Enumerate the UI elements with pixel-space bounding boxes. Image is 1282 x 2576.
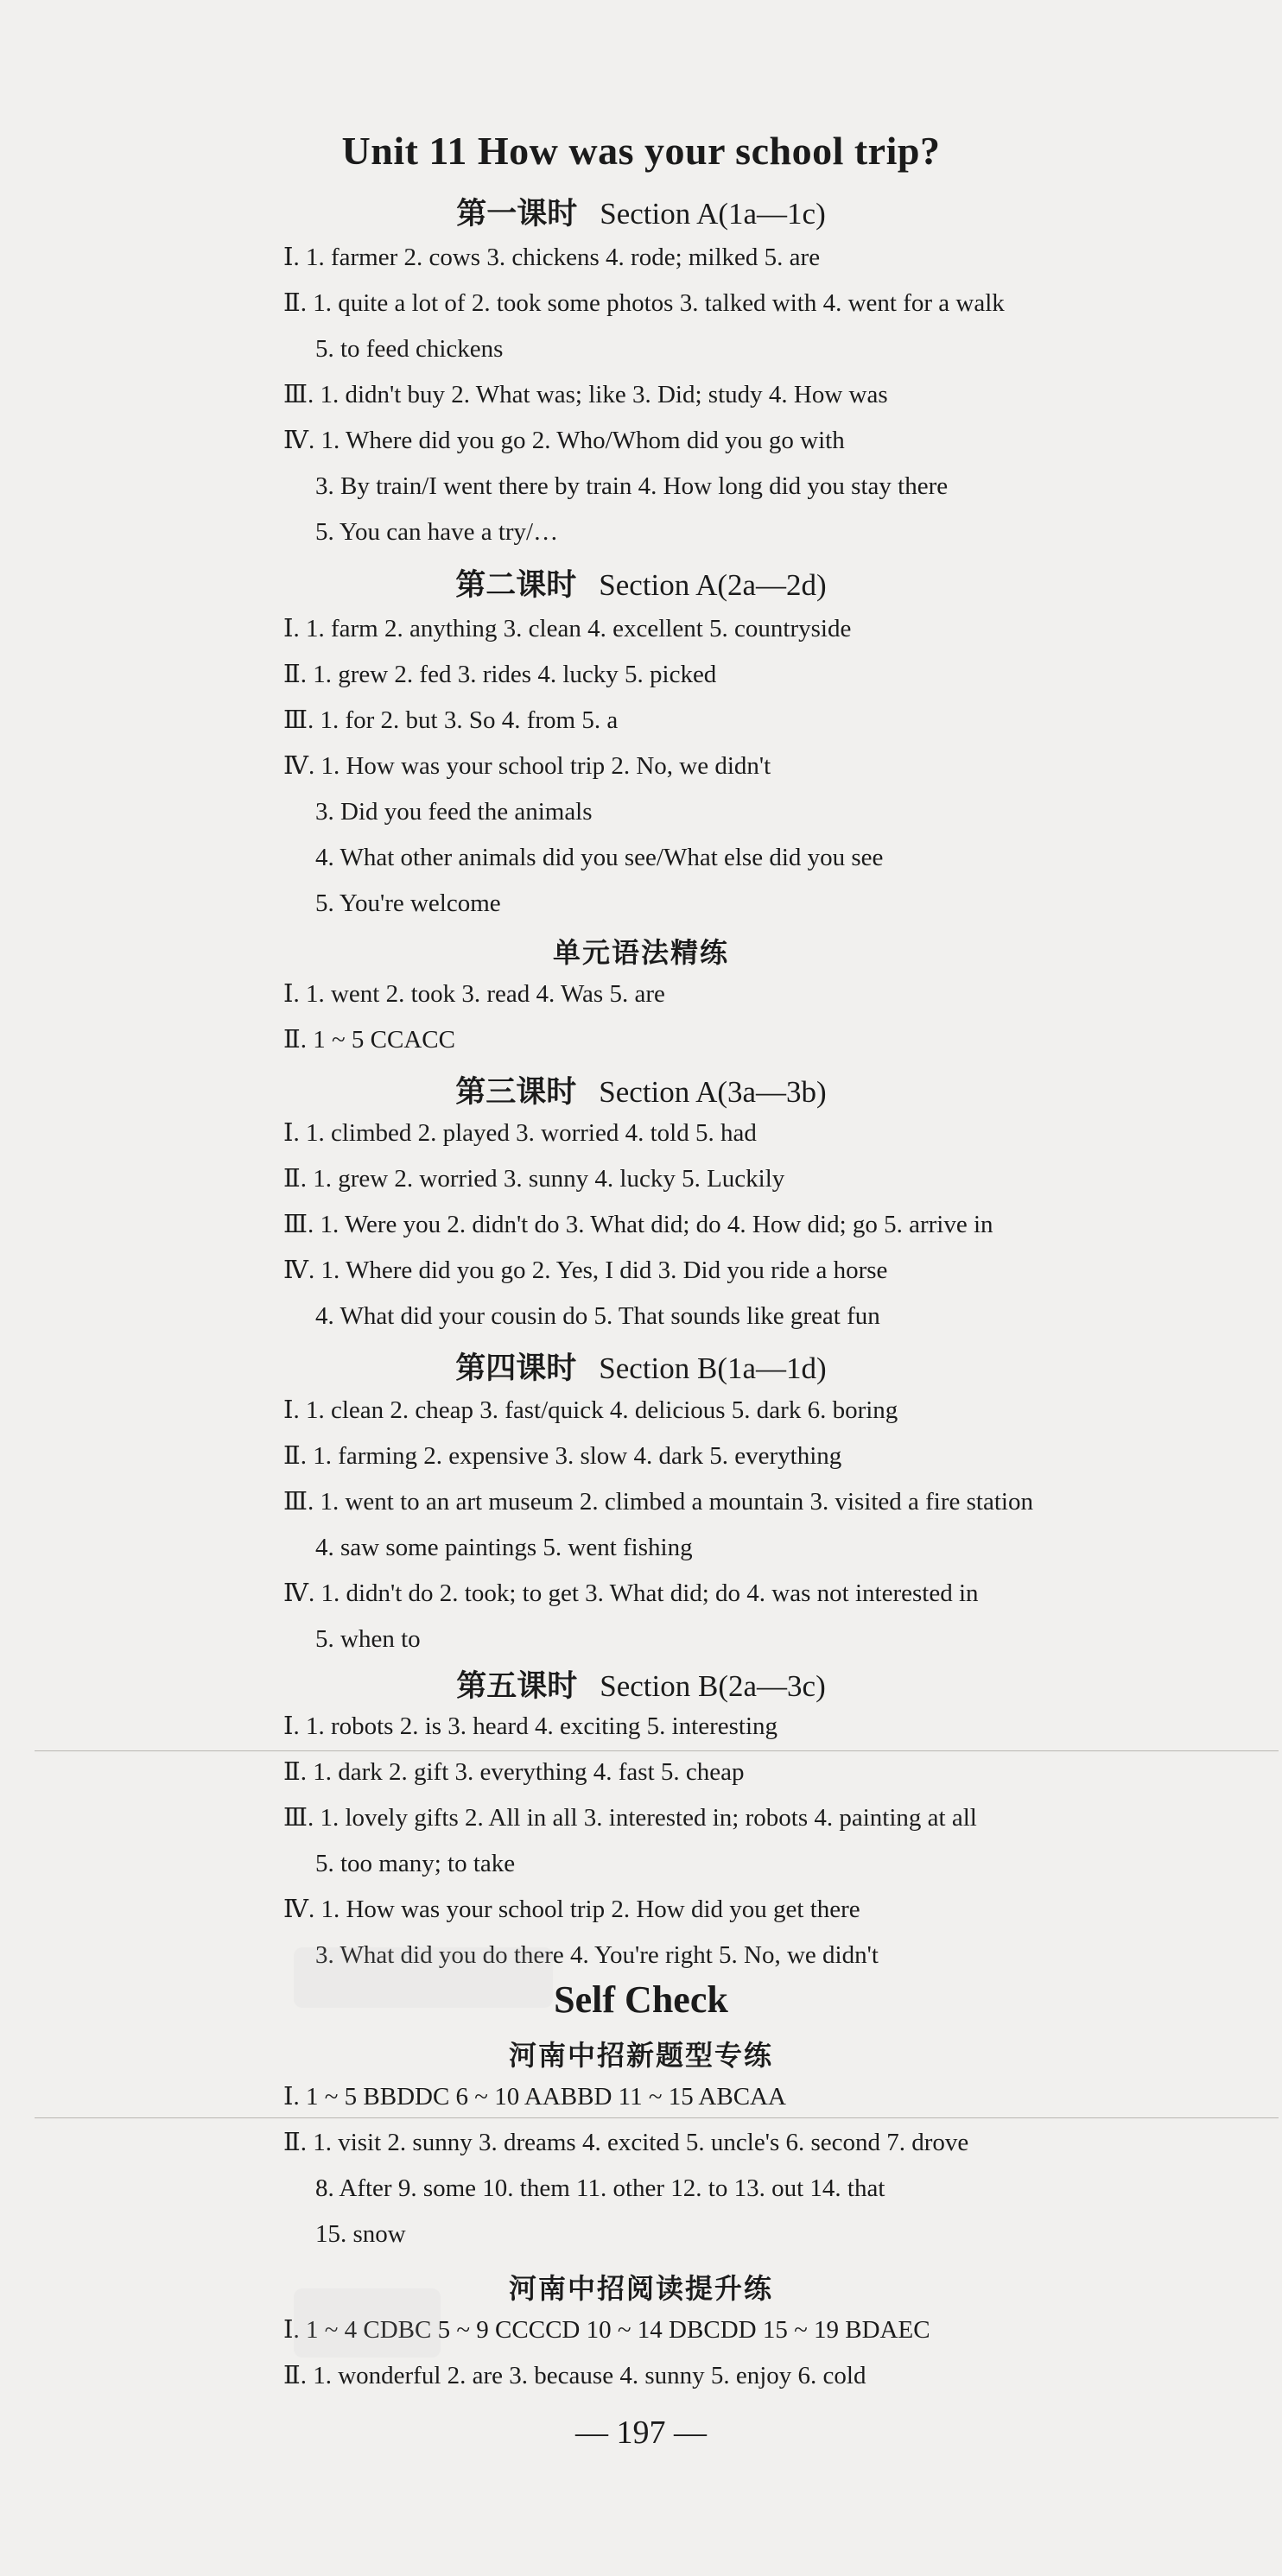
answer-line: Ⅱ. 1. visit 2. sunny 3. dreams 4. excited 5. uncle's 6. second 7. drove: [283, 2129, 969, 2156]
section-cn-label: 第一课时: [456, 197, 578, 231]
section-en-label: Section A(1a—1c): [600, 197, 826, 231]
answer-line: Ⅱ. 1. grew 2. fed 3. rides 4. lucky 5. picked: [283, 661, 717, 688]
section-cn-label: 第四课时: [455, 1351, 577, 1385]
answer-line: 8. After 9. some 10. them 11. other 12. to 13. out 14. that: [315, 2174, 885, 2202]
answer-line: Ⅰ. 1 ~ 4 CDBC 5 ~ 9 CCCCD 10 ~ 14 DBCDD 15 ~ 19 BDAEC: [283, 2316, 930, 2344]
answer-line: Ⅲ. 1. didn't buy 2. What was; like 3. Did; study 4. How was: [283, 381, 888, 408]
section-heading-5: [0, 1662, 1282, 1706]
divider: [35, 2117, 1279, 2118]
section-en-label: Section B(2a—3c): [600, 1669, 826, 1703]
answer-line: Ⅱ. 1 ~ 5 CCACC: [283, 1026, 455, 1054]
answer-line: 5. to feed chickens: [315, 335, 504, 363]
answer-line: Ⅰ. 1. clean 2. cheap 3. fast/quick 4. delicious 5. dark 6. boring: [283, 1396, 898, 1424]
answer-line: 5. You can have a try/…: [315, 518, 559, 546]
answer-line: 4. What did your cousin do 5. That sounds like great fun: [315, 1302, 880, 1330]
answer-line: 3. Did you feed the animals: [315, 798, 593, 826]
watermark-smudge: [294, 2288, 441, 2358]
divider: [35, 1750, 1279, 1751]
answer-line: 5. when to: [315, 1625, 421, 1653]
answer-line: Ⅰ. 1. climbed 2. played 3. worried 4. told 5. had: [283, 1119, 757, 1147]
section-en-label: Section B(1a—1d): [599, 1351, 827, 1385]
answer-line: Ⅳ. 1. How was your school trip 2. No, we didn't: [283, 752, 771, 780]
section-heading-2: [0, 561, 1282, 604]
answer-line: Ⅱ. 1. farming 2. expensive 3. slow 4. dark 5. everything: [283, 1442, 842, 1470]
answer-line: Ⅱ. 1. grew 2. worried 3. sunny 4. lucky 5. Luckily: [283, 1165, 785, 1193]
answer-line: Ⅳ. 1. didn't do 2. took; to get 3. What did; do 4. was not interested in: [283, 1579, 979, 1607]
answer-line: 15. snow: [315, 2220, 406, 2248]
answer-line: Ⅰ. 1. farmer 2. cows 3. chickens 4. rode; milked 5. are: [283, 244, 821, 271]
answer-line: Ⅲ. 1. went to an art museum 2. climbed a mountain 3. visited a fire station: [283, 1488, 1033, 1516]
answer-line: Ⅱ. 1. wonderful 2. are 3. because 4. sunny 5. enjoy 6. cold: [283, 2362, 866, 2389]
section-cn-label: 第二课时: [455, 568, 577, 602]
answer-line: 4. saw some paintings 5. went fishing: [315, 1534, 693, 1561]
watermark-smudge: [294, 1947, 553, 2008]
answer-line: Ⅳ. 1. Where did you go 2. Yes, I did 3. Did you ride a horse: [283, 1256, 888, 1284]
section-heading-4: [0, 1345, 1282, 1388]
answer-line: 5. You're welcome: [315, 889, 501, 917]
answer-line: 4. What other animals did you see/What else did you see: [315, 844, 884, 871]
answer-line: Ⅱ. 1. dark 2. gift 3. everything 4. fast 5. cheap: [283, 1758, 745, 1786]
answer-line: 3. By train/I went there by train 4. How long did you stay there: [315, 472, 949, 500]
answer-line: Ⅰ. 1. robots 2. is 3. heard 4. exciting 5. interesting: [283, 1712, 778, 1740]
answer-line: Ⅳ. 1. Where did you go 2. Who/Whom did you go with: [283, 427, 845, 454]
answer-line: Ⅳ. 1. How was your school trip 2. How did you get there: [283, 1896, 860, 1923]
answer-line: Ⅲ. 1. for 2. but 3. So 4. from 5. a: [283, 706, 619, 734]
grammar-practice-heading: 单元语法精练: [552, 937, 729, 968]
answer-line: Ⅱ. 1. quite a lot of 2. took some photos 3. talked with 4. went for a walk: [283, 289, 1005, 317]
answer-line: Ⅲ. 1. lovely gifts 2. All in all 3. interested in; robots 4. painting at all: [283, 1804, 977, 1832]
unit-title: Unit 11 How was your school trip?: [341, 129, 941, 173]
page-number: — 197 —: [575, 2415, 707, 2451]
section-heading-3: [0, 1068, 1282, 1111]
self-check-subheading: 河南中招新题型专练: [508, 2040, 773, 2071]
section-heading-1: [0, 190, 1282, 233]
section-cn-label: 第五课时: [456, 1669, 578, 1703]
section-cn-label: 第三课时: [455, 1075, 577, 1109]
answer-line: Ⅰ. 1. went 2. took 3. read 4. Was 5. are: [283, 980, 665, 1008]
answer-line: 5. too many; to take: [315, 1850, 516, 1877]
section-en-label: Section A(3a—3b): [599, 1075, 827, 1109]
section-en-label: Section A(2a—2d): [599, 568, 827, 602]
answer-line: Ⅲ. 1. Were you 2. didn't do 3. What did; do 4. How did; go 5. arrive in: [283, 1211, 993, 1238]
answer-line: 3. What did you do there 4. You're right 5. No, we didn't: [315, 1941, 879, 1969]
answer-line: Ⅰ. 1. farm 2. anything 3. clean 4. excellent 5. countryside: [283, 615, 852, 642]
self-check-title: Self Check: [554, 1978, 728, 2021]
self-check-subheading: 河南中招阅读提升练: [508, 2273, 773, 2304]
answer-line: Ⅰ. 1 ~ 5 BBDDC 6 ~ 10 AABBD 11 ~ 15 ABCAA: [283, 2083, 786, 2111]
